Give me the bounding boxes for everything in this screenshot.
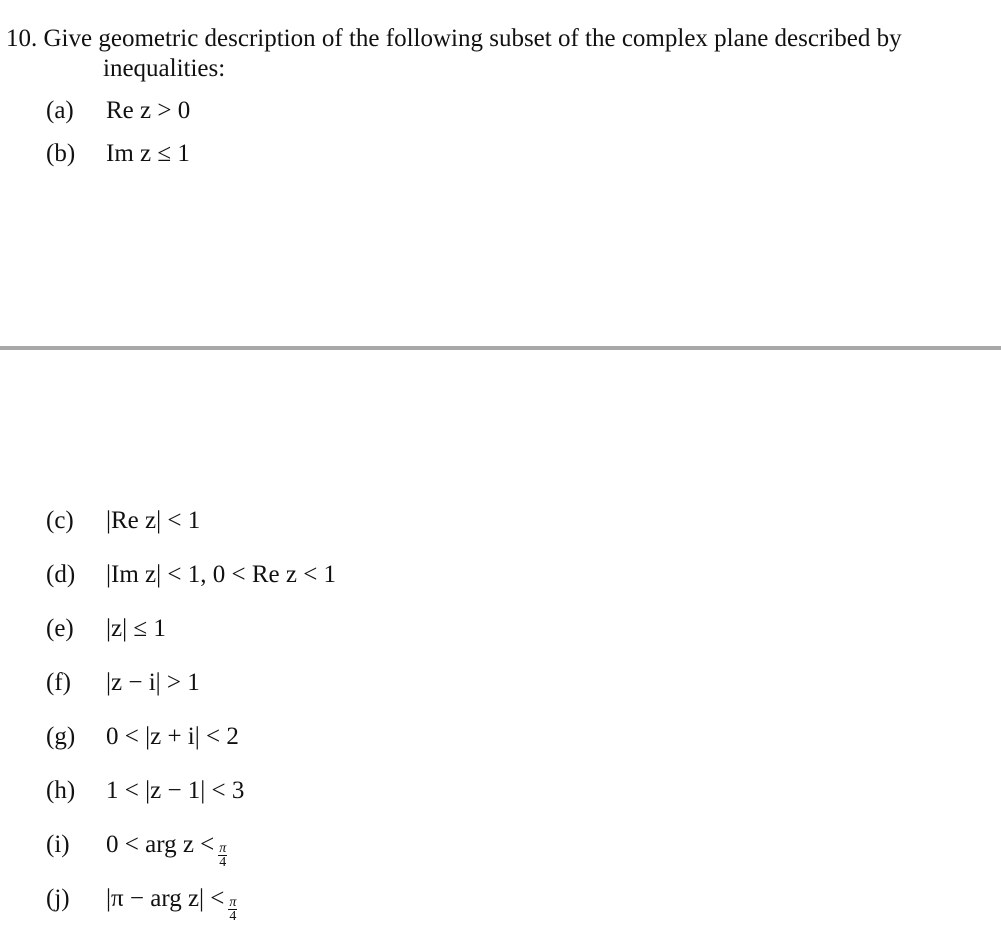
- item-expression: Re z > 0: [106, 97, 191, 124]
- item-g: [46, 722, 239, 752]
- fraction-pi-over-4: [218, 842, 227, 869]
- question-title: [6, 24, 902, 84]
- item-a: [46, 96, 190, 126]
- item-expression: |Re z| < 1: [106, 507, 201, 534]
- item-e: [46, 614, 166, 644]
- item-f: [46, 668, 200, 698]
- fraction-denominator: 4: [219, 855, 227, 870]
- question-text-line1: Give geometric description of the following subset of the complex plane described by: [43, 25, 902, 52]
- item-i: [46, 830, 227, 869]
- item-label: (j): [46, 885, 70, 912]
- item-c: [46, 506, 200, 536]
- item-label: (e): [46, 615, 74, 642]
- item-label: (b): [46, 140, 76, 167]
- item-label: (f): [46, 669, 71, 696]
- item-j: [46, 884, 237, 923]
- item-label: (h): [46, 777, 76, 804]
- item-expression: |z − i| > 1: [106, 669, 200, 696]
- item-expression: |z| ≤ 1: [106, 615, 166, 642]
- item-expression: 1 < |z − 1| < 3: [106, 777, 245, 804]
- item-b: [46, 139, 190, 169]
- item-label: (g): [46, 723, 76, 750]
- item-expression: |π − arg z| <: [106, 885, 225, 912]
- fraction-numerator: π: [219, 841, 227, 856]
- fraction-denominator: 4: [229, 909, 237, 924]
- item-label: (c): [46, 507, 74, 534]
- item-d: [46, 560, 336, 590]
- fraction-numerator: π: [229, 895, 237, 910]
- item-label: (d): [46, 561, 76, 588]
- item-label: (i): [46, 831, 70, 858]
- question-number: 10.: [6, 25, 38, 52]
- item-h: [46, 776, 244, 806]
- item-expression: Im z ≤ 1: [106, 140, 190, 167]
- section-divider: [0, 346, 1001, 350]
- fraction-pi-over-4: [228, 896, 237, 923]
- question-text-line2: inequalities:: [103, 55, 226, 82]
- item-expression: 0 < |z + i| < 2: [106, 723, 239, 750]
- item-expression: 0 < arg z <: [106, 831, 215, 858]
- item-label: (a): [46, 97, 74, 124]
- item-expression: |Im z| < 1, 0 < Re z < 1: [106, 561, 337, 588]
